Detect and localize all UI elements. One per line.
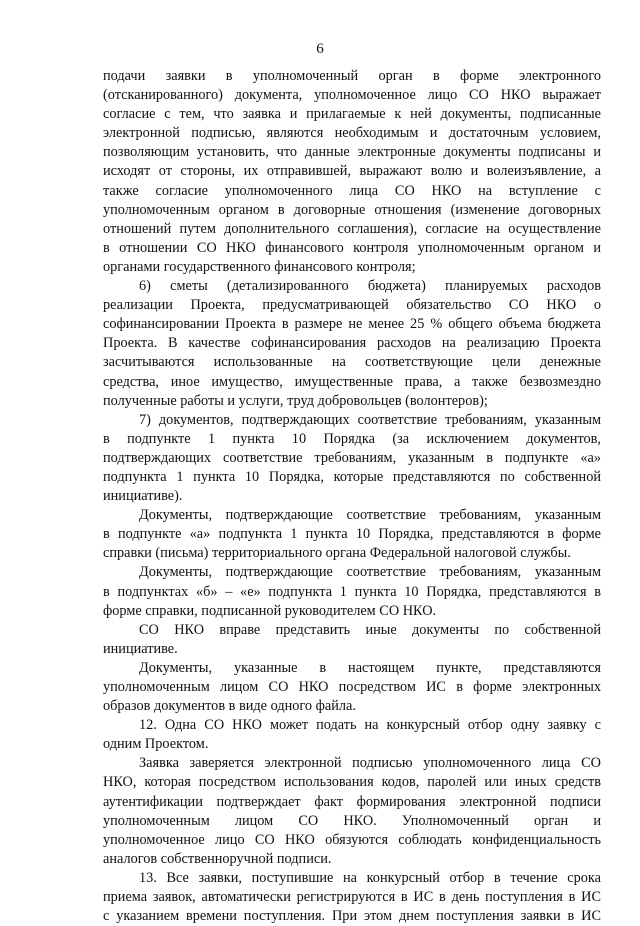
text-line: НКО, которая посредством использования кодов, паролей или иных средств	[103, 774, 601, 791]
document-body	[103, 67, 601, 926]
text-line: уполномоченное лицо СО НКО обязуются соблюдать конфиденциальность	[103, 831, 601, 848]
text-line: в отношении СО НКО финансового контроля уполномоченным органом и	[103, 239, 601, 256]
text-line: справки (письма) территориального органа Федеральной налоговой службы.	[103, 545, 571, 562]
text-line: в подпункте 1 пункта 10 Порядка (за исключением документов,	[103, 430, 601, 447]
text-line: в подпункте «а» подпункта 1 пункта 10 Порядка, представляются в форме	[103, 526, 601, 543]
text-line: 7) документов, подтверждающих соответствие требованиям, указанным	[139, 411, 601, 428]
text-line: согласие с тем, что заявка и прилагаемые к ней документы, подписанные	[103, 106, 601, 123]
text-line: инициативе).	[103, 488, 183, 505]
text-line: образов документов в виде одного файла.	[103, 698, 356, 715]
text-line: Документы, подтверждающие соответствие требованиям, указанным	[139, 507, 601, 524]
text-line: средства, иное имущество, имущественные права, а также безвозмездно	[103, 373, 601, 390]
text-line: Заявка заверяется электронной подписью уполномоченного лица СО	[139, 755, 601, 772]
text-line: 12. Одна СО НКО может подать на конкурсный отбор одну заявку с	[139, 717, 601, 734]
text-line: форме справки, подписанной руководителем СО НКО.	[103, 602, 437, 619]
text-line: уполномоченным лицом СО НКО посредством ИС в форме электронных	[103, 679, 601, 695]
text-line: также согласие уполномоченного лица СО НКО на вступление с	[103, 182, 601, 199]
text-line: органами государственного финансового контроля;	[103, 258, 416, 275]
text-line: СО НКО вправе представить иные документы по собственной	[139, 621, 601, 638]
text-line: исходят от стороны, их отправившей, выражают волю и волеизъявление, а	[103, 163, 601, 180]
text-line: подачи заявки в уполномоченный орган в форме электронного	[103, 68, 601, 84]
text-line: уполномоченным органом в договорные отношения (изменение договорных	[103, 201, 601, 218]
text-line: аутентификации подтверждает факт формирования электронной подписи	[103, 793, 601, 810]
text-line: позволяющим установить, что данные электронные документы подписаны и	[103, 144, 601, 161]
text-line: Документы, указанные в настоящем пункте, представляются	[139, 659, 601, 676]
page-number: 6	[316, 41, 324, 57]
text-line: софинансировании Проекта в размере не менее 25 % общего объема бюджета	[103, 316, 601, 333]
text-line: отношений путем дополнительного соглашения), согласие на осуществление	[103, 220, 601, 237]
text-line: аналогов собственноручной подписи.	[103, 850, 332, 867]
text-line: реализации Проекта, предусматривающей обязательство СО НКО о	[103, 297, 601, 314]
text-line: одним Проектом.	[103, 736, 209, 753]
text-line: с указанием времени поступления. При этом днем поступления заявки в ИС	[103, 908, 601, 925]
text-line: (отсканированного) документа, уполномоченное лицо СО НКО выражает	[103, 87, 601, 104]
text-line: Проекта. В качестве софинансирования расходов на реализацию Проекта	[103, 335, 601, 352]
text-line: в подпунктах «б» – «е» подпункта 1 пункта 10 Порядка, представляются в	[103, 583, 601, 600]
text-line: инициативе.	[103, 640, 178, 657]
text-line: электронной подписью, являются необходимым и достаточным условием,	[103, 125, 601, 142]
text-line: Документы, подтверждающие соответствие требованиям, указанным	[139, 564, 601, 581]
text-line: 13. Все заявки, поступившие на конкурсный отбор в течение срока	[139, 869, 601, 886]
text-line: приема заявок, автоматически регистрируются в ИС в день поступления в ИС	[103, 889, 601, 906]
text-line: подтверждающих соответствие требованиям, указанным в подпункте «а»	[103, 449, 601, 466]
text-line: подпункта 1 пункта 10 Порядка, которые представляются по собственной	[103, 468, 601, 485]
text-line: уполномоченным лицом СО НКО. Уполномоченный орган и	[103, 812, 601, 829]
text-line: полученные работы и услуги, труд добровольцев (волонтеров);	[103, 392, 488, 409]
text-line: 6) сметы (детализированного бюджета) планируемых расходов	[139, 278, 601, 295]
text-line: засчитываются использованные на соответствующие цели денежные	[103, 354, 601, 371]
